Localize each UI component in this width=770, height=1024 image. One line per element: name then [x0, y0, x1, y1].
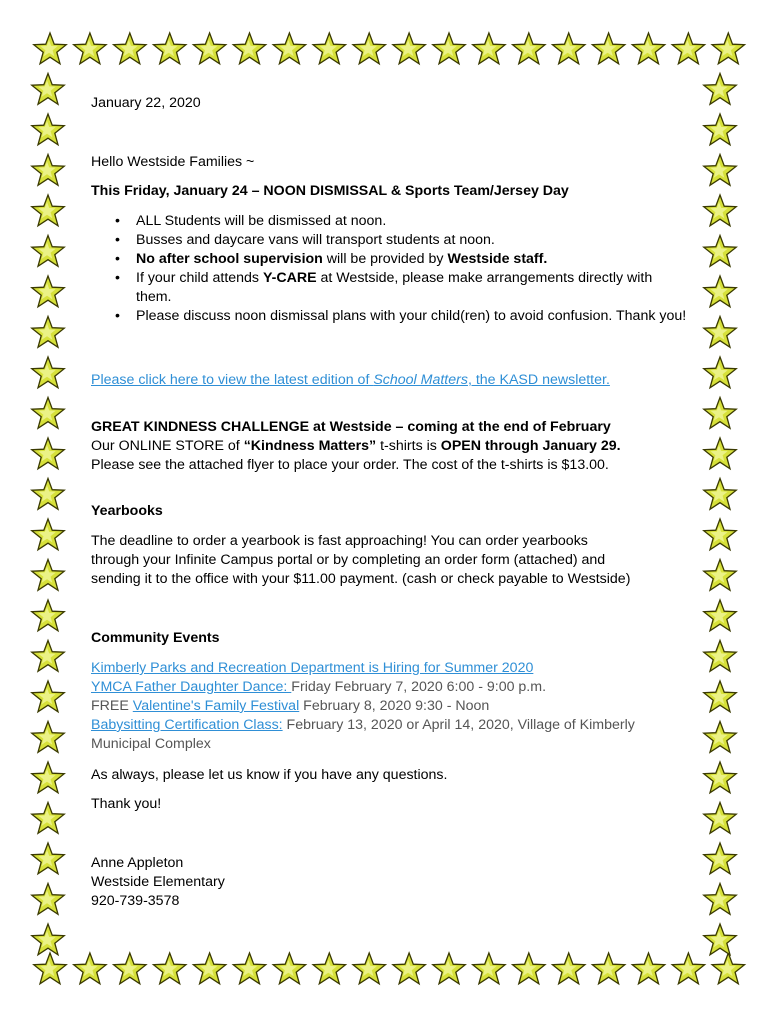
babysitting-class-link[interactable]: Babysitting Certification Class:: [91, 717, 283, 733]
list-item: • Busses and daycare vans will transport students at noon.: [91, 231, 691, 250]
valentines-festival-link[interactable]: Valentine's Family Festival: [132, 698, 300, 714]
ymca-dance-event: YMCA Father Daughter Dance: Friday February 7, 2020 6:00 - 9:00 p.m.: [91, 679, 547, 695]
kindness-order-line: Please see the attached flyer to place your order. The cost of the t-shirts is $13.00.: [91, 457, 609, 473]
list-item: • No after school supervision will be provided by Westside staff.: [91, 250, 691, 269]
yearbooks-heading: Yearbooks: [91, 503, 163, 519]
yearbooks-line: The deadline to order a yearbook is fast approaching! You can order yearbooks: [91, 533, 588, 549]
greeting: Hello Westside Families ~: [91, 154, 255, 170]
kindness-store-line: Our ONLINE STORE of “Kindness Matters” t-shirts is OPEN through January 29.: [91, 438, 621, 454]
ymca-dance-link[interactable]: YMCA Father Daughter Dance:: [91, 679, 292, 695]
letter-date: January 22, 2020: [91, 95, 201, 111]
babysitting-class-location: Municipal Complex: [91, 736, 211, 752]
yearbooks-line: sending it to the office with your $11.00 payment. (cash or check payable to Westside): [91, 571, 631, 587]
valentines-festival-event: FREE Valentine's Family Festival February 8, 2020 9:30 - Noon: [91, 698, 490, 714]
list-item: • Please discuss noon dismissal plans with your child(ren) to avoid confusion. Thank you!: [91, 307, 691, 326]
closing-questions: As always, please let us know if you have any questions.: [91, 767, 448, 783]
list-item: • ALL Students will be dismissed at noon.: [91, 212, 691, 231]
signature-school: Westside Elementary: [91, 874, 225, 890]
signature-phone: 920-739-3578: [91, 893, 180, 909]
yearbooks-line: through your Infinite Campus portal or by completing an order form (attached) and: [91, 552, 606, 568]
parks-rec-hiring-link[interactable]: Kimberly Parks and Recreation Department is Hiring for Summer 2020: [91, 660, 534, 676]
closing-thanks: Thank you!: [91, 796, 162, 812]
dismissal-bullet-list: [91, 212, 691, 326]
list-item: • If your child attends Y-CARE at Westside, please make arrangements directly with them.: [91, 269, 691, 307]
signature-name: Anne Appleton: [91, 855, 184, 871]
kindness-heading: GREAT KINDNESS CHALLENGE at Westside – coming at the end of February: [91, 419, 611, 435]
newsletter-link[interactable]: Please click here to view the latest edition of School Matters, the KASD newsletter.: [91, 372, 610, 388]
babysitting-class-event: Babysitting Certification Class: February 13, 2020 or April 14, 2020, Village of Kimberly: [91, 717, 635, 733]
noon-dismissal-heading: This Friday, January 24 – NOON DISMISSAL & Sports Team/Jersey Day: [91, 183, 569, 199]
community-events-heading: Community Events: [91, 630, 220, 646]
